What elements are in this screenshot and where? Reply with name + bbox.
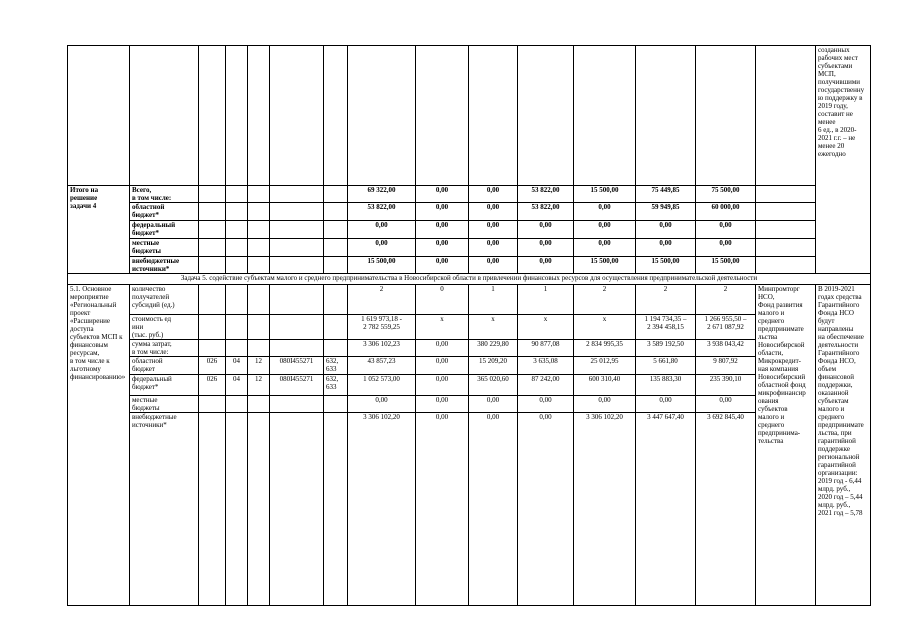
value-cell: 15 500,00 <box>574 257 636 274</box>
empty-cell <box>226 186 248 203</box>
value-cell: х <box>416 315 469 340</box>
value-cell: 3 635,08 <box>518 357 574 375</box>
table-row-measure <box>68 357 871 375</box>
empty-cell <box>248 221 270 239</box>
value-cell: 0,00 <box>416 396 469 413</box>
value-cell: 1 266 955,50 – 2 671 087,92 <box>696 315 756 340</box>
rz-cell: 04 <box>226 357 248 375</box>
value-cell: 0,00 <box>416 375 469 396</box>
vr-cell <box>324 285 348 315</box>
value-cell: 235 390,10 <box>696 375 756 396</box>
value-cell: 9 807,92 <box>696 357 756 375</box>
value-cell: 0,00 <box>416 239 469 257</box>
empty-cell <box>226 221 248 239</box>
table-row-itogo <box>68 257 871 274</box>
row-name: областной бюджет* <box>130 203 199 221</box>
row-name: количество получателей субсидий (ед.) <box>130 285 199 315</box>
empty-cell <box>324 186 348 203</box>
executor-cell <box>756 221 816 239</box>
pr-cell <box>248 340 270 357</box>
empty-cell <box>248 186 270 203</box>
result-cell: В 2019-2021 годах средства Гарантийного Фонда НСО будут направлены на обеспечение деятельности Гарантийного Фонда НСО, объем финансовой поддержки, оказанной субъектам малого и среднего предпринимате льства, при гарантийной поддержке региональной гарантийной организации: 2019 год - 6,44 млрд. руб., 2020 год – 5,44 млрд. руб., 2021 год – 5,78 <box>816 285 871 606</box>
rz-cell <box>226 396 248 413</box>
value-cell: 2 834 995,35 <box>574 340 636 357</box>
value-cell: 0,00 <box>469 203 518 221</box>
value-cell: х <box>518 315 574 340</box>
vr-cell <box>324 396 348 413</box>
value-cell: 59 949,85 <box>636 203 696 221</box>
value-cell: 1 194 734,35 – 2 394 458,15 <box>636 315 696 340</box>
value-cell: 380 229,80 <box>469 340 518 357</box>
vr-cell: 632, 633 <box>324 375 348 396</box>
empty-cell <box>226 203 248 221</box>
vr-cell: 632, 633 <box>324 357 348 375</box>
value-cell: 3 692 845,40 <box>696 413 756 606</box>
value-cell: 3 306 102,20 <box>574 413 636 606</box>
value-cell: 15 500,00 <box>574 186 636 203</box>
value-cell: 0,00 <box>469 257 518 274</box>
value-cell: х <box>469 315 518 340</box>
row-name: сумма затрат, в том числе: <box>130 340 199 357</box>
grbs-cell <box>199 285 226 315</box>
table-row-measure <box>68 375 871 396</box>
csr-cell: 080I455271 <box>270 375 324 396</box>
table-row-measure <box>68 413 871 606</box>
csr-cell <box>270 315 324 340</box>
value-cell: 3 306 102,23 <box>348 340 416 357</box>
empty-cell <box>248 257 270 274</box>
value-cell: 0,00 <box>574 239 636 257</box>
vr-cell <box>324 315 348 340</box>
csr-cell <box>270 340 324 357</box>
value-cell: 0,00 <box>636 239 696 257</box>
table-body <box>68 46 871 606</box>
value-cell: 0,00 <box>518 257 574 274</box>
value-cell: 1 052 573,00 <box>348 375 416 396</box>
value-cell: 135 883,30 <box>636 375 696 396</box>
value-cell: 2 <box>636 285 696 315</box>
measure-name: 5.1. Основное мероприятие «Региональный проект «Расширение доступа субъектов МСП к финансовым ресурсам, в том числе к льготному финансированию» <box>68 285 130 606</box>
rz-cell <box>226 315 248 340</box>
value-cell: 0,00 <box>574 203 636 221</box>
value-cell: 0,00 <box>636 221 696 239</box>
value-cell: 1 <box>518 285 574 315</box>
value-cell: 0,00 <box>416 221 469 239</box>
row-name: внебюджетные источники* <box>130 413 199 606</box>
value-cell: 0,00 <box>416 357 469 375</box>
row-name: федеральный бюджет* <box>130 221 199 239</box>
grbs-cell <box>199 315 226 340</box>
vr-cell <box>324 340 348 357</box>
executor-cell <box>756 186 816 203</box>
value-cell: 0,00 <box>518 221 574 239</box>
value-cell: х <box>574 315 636 340</box>
table-row-measure <box>68 340 871 357</box>
value-cell: 0,00 <box>348 396 416 413</box>
executor-cell <box>756 257 816 274</box>
grbs-cell <box>199 396 226 413</box>
value-cell: 5 661,80 <box>636 357 696 375</box>
row-name: местные бюджеты <box>130 239 199 257</box>
value-cell: 15 209,20 <box>469 357 518 375</box>
grbs-cell <box>199 413 226 606</box>
csr-cell <box>270 413 324 606</box>
value-cell: 0,00 <box>696 396 756 413</box>
value-cell: 0,00 <box>518 396 574 413</box>
value-cell: 53 822,00 <box>348 203 416 221</box>
value-cell: 25 012,95 <box>574 357 636 375</box>
value-cell: 0,00 <box>469 186 518 203</box>
pr-cell <box>248 285 270 315</box>
value-cell: 3 938 043,42 <box>696 340 756 357</box>
grbs-cell: 026 <box>199 375 226 396</box>
executor-cell: Минпромторг НСО, Фонд развития малого и среднего предпринимате льства Новосибирской области, Микрокредит- ная компания Новосибирский областной фонд микрофинансир ования субъектов малого и среднего предпринима- тельства <box>756 285 816 606</box>
value-cell: 0,00 <box>416 186 469 203</box>
task5-title: Задача 5. содействие субъектам малого и среднего предпринимательства в Новосибирской области в привлечении финансовых ресурсов для осуществления предпринимательской деятельности <box>68 274 871 285</box>
value-cell: 0,00 <box>696 221 756 239</box>
empty-cell <box>270 203 324 221</box>
value-cell: 75 500,00 <box>696 186 756 203</box>
value-cell: 75 449,85 <box>636 186 696 203</box>
rz-cell: 04 <box>226 375 248 396</box>
value-cell: 0,00 <box>574 221 636 239</box>
task5-row <box>68 274 871 285</box>
csr-cell <box>270 396 324 413</box>
value-cell: 1 <box>469 285 518 315</box>
row-name: областной бюджет <box>130 357 199 375</box>
value-cell: 0,00 <box>348 239 416 257</box>
value-cell: 15 500,00 <box>696 257 756 274</box>
empty-cell <box>226 239 248 257</box>
value-cell: 2 <box>348 285 416 315</box>
pr-cell: 12 <box>248 375 270 396</box>
vr-cell <box>324 413 348 606</box>
row-name: внебюджетные источники* <box>130 257 199 274</box>
executor-cell <box>756 239 816 257</box>
value-cell: 600 310,40 <box>574 375 636 396</box>
value-cell: 0,00 <box>574 396 636 413</box>
value-cell: 0,00 <box>696 239 756 257</box>
value-cell: 2 <box>696 285 756 315</box>
empty-cell <box>270 186 324 203</box>
empty-cell <box>199 221 226 239</box>
row-name: местные бюджеты <box>130 396 199 413</box>
value-cell: 90 877,08 <box>518 340 574 357</box>
value-cell: 0,00 <box>469 396 518 413</box>
rz-cell <box>226 285 248 315</box>
empty-cell <box>324 257 348 274</box>
rz-cell <box>226 340 248 357</box>
csr-cell <box>270 285 324 315</box>
empty-cell <box>270 221 324 239</box>
rz-cell <box>226 413 248 606</box>
value-cell: 0,00 <box>416 257 469 274</box>
pr-cell <box>248 413 270 606</box>
value-cell: 3 589 192,50 <box>636 340 696 357</box>
table-row-itogo <box>68 221 871 239</box>
table-row-itogo <box>68 186 871 203</box>
row-name: Всего, в том числе: <box>130 186 199 203</box>
itogo-label: Итого на решение задачи 4 <box>68 186 130 274</box>
value-cell: 2 <box>574 285 636 315</box>
value-cell: 0,00 <box>518 413 574 606</box>
empty-cell <box>270 239 324 257</box>
empty-cell <box>324 239 348 257</box>
value-cell: 15 500,00 <box>636 257 696 274</box>
pr-cell <box>248 396 270 413</box>
empty-cell <box>199 203 226 221</box>
value-cell: 0,00 <box>469 221 518 239</box>
value-cell: 87 242,00 <box>518 375 574 396</box>
empty-cell <box>248 203 270 221</box>
row-name: федеральный бюджет* <box>130 375 199 396</box>
value-cell: 0,00 <box>416 413 469 606</box>
budget-table <box>67 45 871 606</box>
value-cell: 0,00 <box>518 239 574 257</box>
table-row-measure <box>68 396 871 413</box>
value-cell: 69 322,00 <box>348 186 416 203</box>
value-cell: 53 822,00 <box>518 203 574 221</box>
result-note-cell: созданных рабочих мест субъектами МСП, получившими государственну ю поддержку в 2019 году, составит не менее 6 ед., в 2020- 2021 г.г. – не менее 20 ежегодно <box>816 46 871 274</box>
grbs-cell: 026 <box>199 357 226 375</box>
empty-cell <box>199 186 226 203</box>
row-name: стоимость ед ини (тыс. руб.) <box>130 315 199 340</box>
executor-cell <box>756 203 816 221</box>
value-cell: 1 619 973,18 - 2 782 559,25 <box>348 315 416 340</box>
grbs-cell <box>199 340 226 357</box>
empty-cell <box>199 257 226 274</box>
table-row-measure <box>68 315 871 340</box>
value-cell: 0,00 <box>636 396 696 413</box>
table-row-itogo <box>68 239 871 257</box>
pr-cell <box>248 315 270 340</box>
empty-cell <box>226 257 248 274</box>
table-row-itogo <box>68 203 871 221</box>
empty-cell <box>199 239 226 257</box>
table-row-measure <box>68 285 871 315</box>
value-cell: 3 306 102,20 <box>348 413 416 606</box>
value-cell: 3 447 647,40 <box>636 413 696 606</box>
empty-cell <box>324 221 348 239</box>
value-cell: 0,00 <box>416 340 469 357</box>
empty-cell <box>248 239 270 257</box>
table-row-top <box>68 46 871 186</box>
value-cell: 0,00 <box>469 413 518 606</box>
value-cell: 53 822,00 <box>518 186 574 203</box>
empty-cell <box>270 257 324 274</box>
csr-cell: 080I455271 <box>270 357 324 375</box>
empty-cell <box>324 203 348 221</box>
value-cell: 0,00 <box>348 221 416 239</box>
value-cell: 0,00 <box>469 239 518 257</box>
value-cell: 15 500,00 <box>348 257 416 274</box>
value-cell: 365 020,60 <box>469 375 518 396</box>
value-cell: 43 857,23 <box>348 357 416 375</box>
pr-cell: 12 <box>248 357 270 375</box>
value-cell: 0 <box>416 285 469 315</box>
value-cell: 60 000,00 <box>696 203 756 221</box>
value-cell: 0,00 <box>416 203 469 221</box>
